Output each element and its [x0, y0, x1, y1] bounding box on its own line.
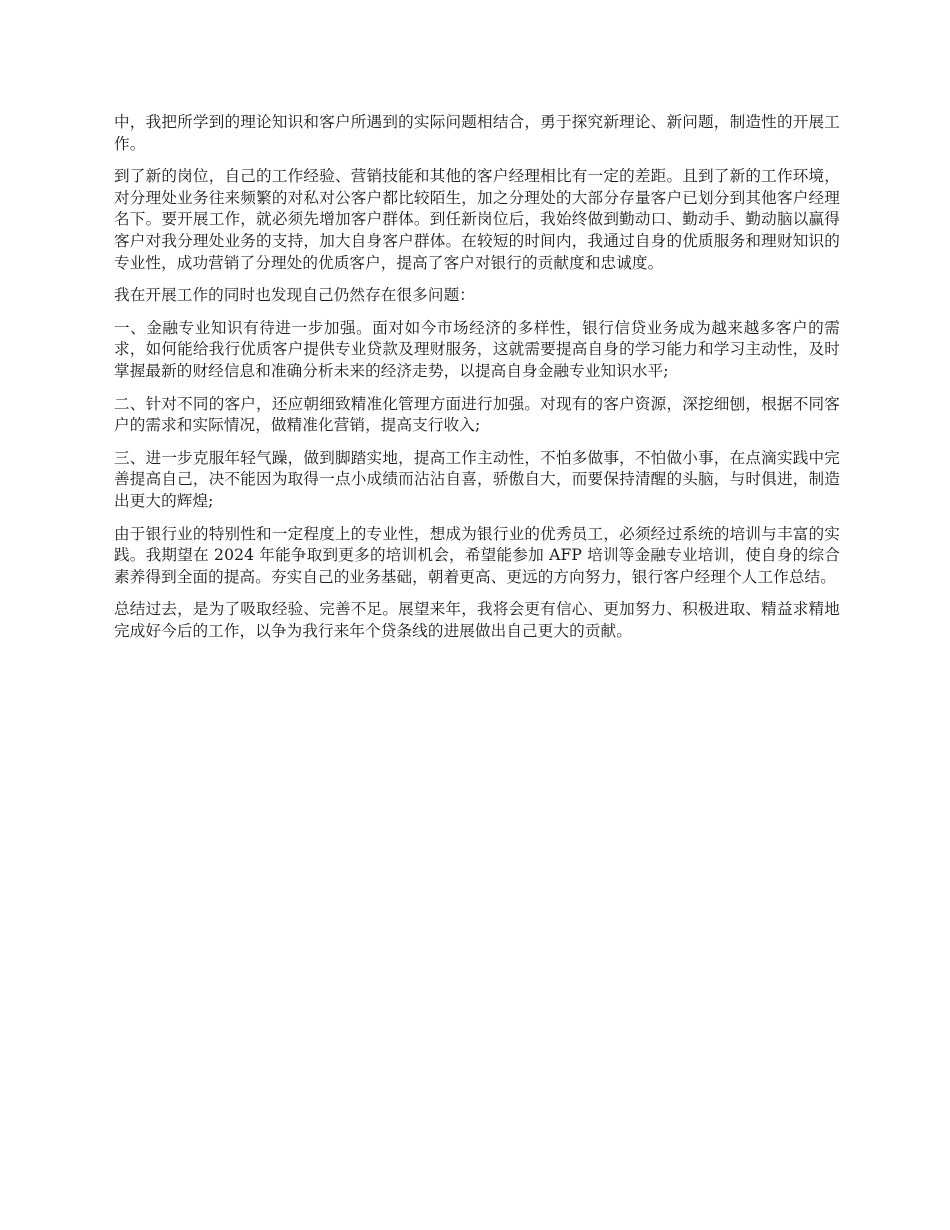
paragraph-7: 由于银行业的特别性和一定程度上的专业性，想成为银行业的优秀员工，必须经过系统的培训与丰富的实践。我期望在 2024 年能争取到更多的培训机会，希望能参加 AFP 培训等金融专业培训，使自身的综合素养得到全面的提高。夯实自己的业务基础，朝着更高、更远的方向努力，银行客户经理个人工作总结。: [114, 524, 840, 586]
paragraph-1: 中，我把所学到的理论知识和客户所遇到的实际问题相结合，勇于探究新理论、新问题，制造性的开展工作。: [114, 113, 840, 153]
paragraph-3: 我在开展工作的同时也发现自己仍然存在很多问题：: [114, 286, 475, 305]
paragraph-4: 一、金融专业知识有待进一步加强。面对如今市场经济的多样性，银行信贷业务成为越来越多客户的需求，如何能给我行优质客户提供专业贷款及理财服务，这就需要提高自身的学习能力和学习主动性，及时掌握最新的财经信息和准确分析未来的经济走势，以提高自身金融专业知识水平;: [114, 318, 840, 380]
document-page: [114, 112, 840, 653]
paragraph-6: 三、进一步克服年轻气躁，做到脚踏实地，提高工作主动性，不怕多做事，不怕做小事，在点滴实践中完善提高自己，决不能因为取得一点小成绩而沾沾自喜，骄傲自大，而要保持清醒的头脑，与时俱进，制造出更大的辉煌;: [114, 448, 840, 510]
paragraph-8: 总结过去，是为了吸取经验、完善不足。展望来年，我将会更有信心、更加努力、积极进取、精益求精地完成好今后的工作，以争为我行来年个贷条线的进展做出自己更大的贡献。: [114, 600, 840, 640]
paragraph-5: 二、针对不同的客户，还应朝细致精准化管理方面进行加强。对现有的客户资源，深挖细刨，根据不同客户的需求和实际情况，做精准化营销，提高支行收入;: [114, 394, 840, 435]
paragraph-2: 到了新的岗位，自己的工作经验、营销技能和其他的客户经理相比有一定的差距。且到了新的工作环境，对分理处业务往来频繁的对私对公客户都比较陌生，加之分理处的大部分存量客户已划分到其他客户经理名下。要开展工作，就必须先增加客户群体。到任新岗位后，我始终做到勤动口、勤动手、勤动脑以赢得客户对我分理处业务的支持，加大自身客户群体。在较短的时间内，我通过自身的优质服务和理财知识的专业性，成功营销了分理处的优质客户，提高了客户对银行的贡献度和忠诚度。: [114, 167, 840, 272]
